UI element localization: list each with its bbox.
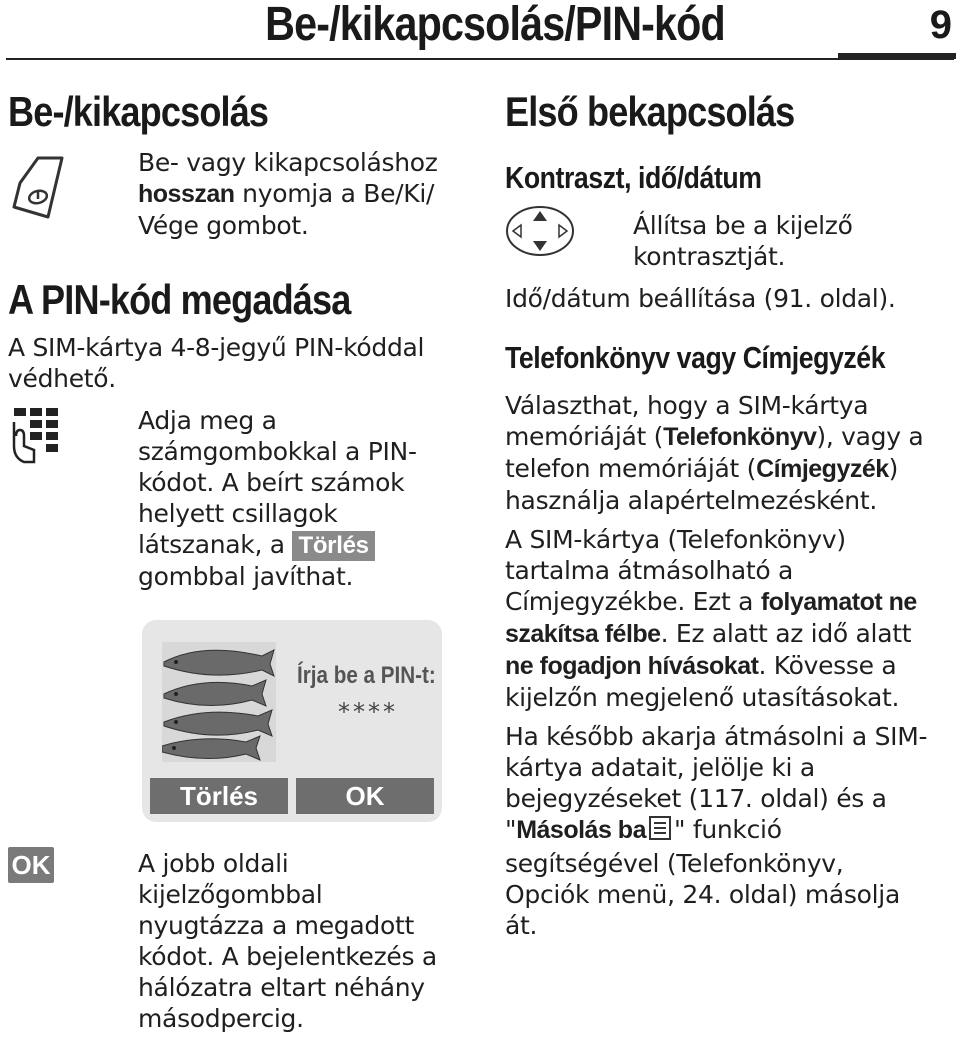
pin-prompt: Írja be a PIN-t:	[297, 662, 436, 689]
delete-button[interactable]: Törlés	[150, 778, 288, 814]
phonebook-paragraph-1: Választhat, hogy a SIM-kártya memóriáját (Telefonkönyv), vagy a telefon memóriáját (Címjegyzék) használja alapértelmezésként.	[505, 391, 924, 515]
phonebook-body	[505, 390, 935, 949]
header-rule-thick	[838, 53, 956, 59]
onoff-text: Be- vagy kikapcsoláshoz hosszan nyomja a Be/Ki/ Vége gombot.	[138, 148, 438, 240]
contrast-text: Állítsa be a kijelző kontrasztját.	[633, 211, 853, 271]
phonebook-paragraph-2: A SIM-kártya (Telefonkönyv) tartalma átmásolható a Címjegyzékbe. Ezt a folyamatot ne szakítsa félbe. Ez alatt az idő alatt ne fogadjon hívásokat. Kövesse a kijelzőn megjelenő utasításokat.	[505, 525, 917, 712]
datetime-text: Idő/dátum beállítása (91. oldal).	[505, 284, 896, 313]
phone-screen	[142, 620, 442, 822]
navigation-key-icon	[505, 205, 575, 261]
phonebook-paragraph-3: Ha később akarja átmásolni a SIM-kártya adatait, jelölje ki a bejegyzéseket (117. oldal) és a "Másolás ba " funkció segítségével (Telefonkönyv, Opciók menü, 24. oldal) másolja át.	[505, 722, 928, 940]
pin-step2: A jobb oldali kijelzőgombbal nyugtázza a megadott kódot. A bejelentkezés a hálózatra eltart néhány másodpercig.	[138, 849, 437, 1033]
ok-button[interactable]: OK	[296, 778, 434, 814]
header-rule	[6, 58, 954, 60]
fish-wallpaper	[162, 642, 276, 766]
section-heading-pin: A PIN-kód megadása	[8, 276, 351, 323]
page-title: Be-/kikapcsolás/PIN-kód	[265, 0, 725, 51]
page-number: 9	[929, 3, 952, 47]
section-heading-first-start: Első bekapcsolás	[505, 88, 795, 135]
pin-step1: Adja meg a számgombokkal a PIN-kódot. A beírt számok helyett csillagok látszanak, a Törlés gombbal javíthat.	[138, 406, 417, 591]
subheading-phonebook: Telefonkönyv vagy Címjegyzék	[505, 340, 886, 375]
pin-stars: ****	[338, 698, 398, 726]
menu-icon	[648, 815, 672, 848]
power-key-icon	[8, 155, 64, 225]
delete-softkey-label: Törlés	[292, 531, 374, 561]
ok-key-icon: OK	[8, 847, 54, 883]
section-heading-onoff: Be-/kikapcsolás	[8, 88, 269, 135]
pin-intro: A SIM-kártya 4-8-jegyű PIN-kóddal védhető.	[8, 333, 425, 393]
subheading-contrast: Kontraszt, idő/dátum	[505, 160, 762, 195]
keypad-icon	[8, 406, 64, 476]
